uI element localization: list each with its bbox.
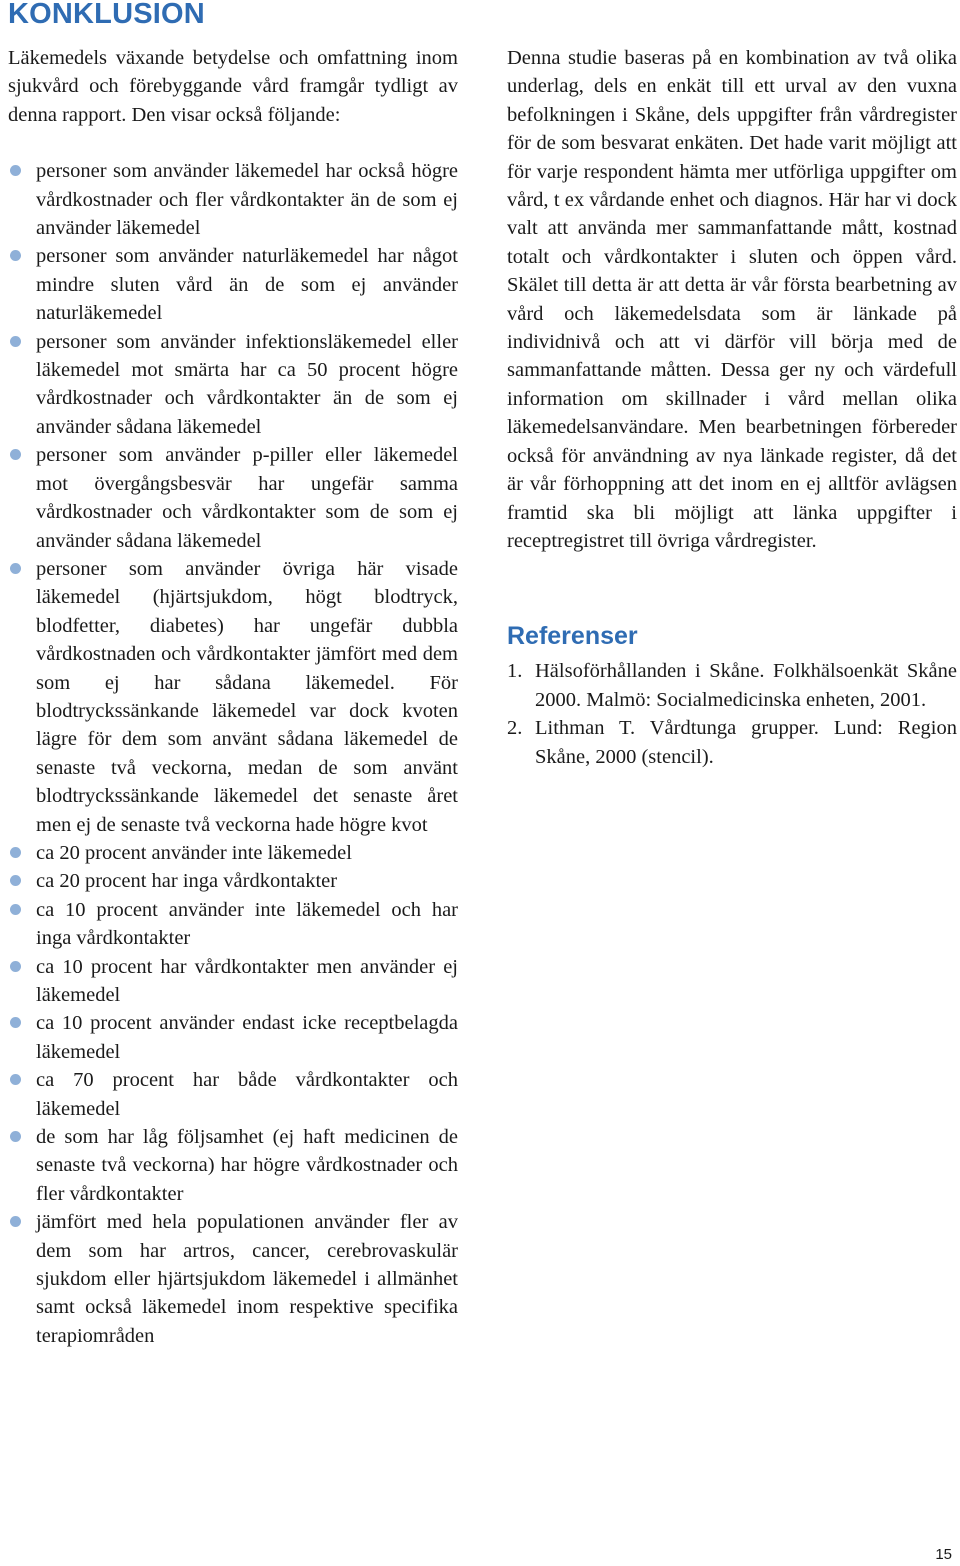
page-heading: KONKLUSION [8,0,205,30]
bullet-icon [10,449,21,460]
list-item [8,328,458,442]
list-item [8,867,458,895]
reference-text: Lithman T. Vårdtunga grupper. Lund: Region Skåne, 2000 (stencil). [535,717,957,768]
method-paragraph: Denna studie baseras på en kombination av två olika underlag, dels en enkät till ett urval av den vuxna befolkningen i Skåne, dels uppgifter från vårdregister för de som besvarat enkäten. Det hade varit möjligt att för varje respondent hämta mer utförliga uppgifter om vård, t ex vårdande enhet och diagnos. Här har vi dock valt att använda mer sammanfattande mått, kostnad totalt och vårdkontakter i sluten och öppen vård. Skälet till detta är att detta är vår första bearbetning av vård och läkemedelsdata som är länkade på individnivå och att vi därför vill börja med de sammanfattande måtten. Dessa ger ny och värdefull information om skillnader i vård mellan olika läkemedelsanvändare. Men bearbetningen förbereder också för användning av nya länkade register, då det är vår förhoppning att det inom en ej alltför avlägsen framtid ska bli möjligt att länka uppgifter i receptregistret till övriga vårdregister. [507,47,957,552]
intro-paragraph: Läkemedels växande betydelse och omfattning inom sjukvård och förebyggande vård framgår tydligt av denna rapport. Den visar också följande: [8,47,458,126]
conclusion-list [8,157,458,1350]
bullet-icon [10,165,21,176]
reference-number: 1. [507,660,523,683]
list-item-text: ca 10 procent har vårdkontakter men använder ej läkemedel [36,955,458,1006]
list-item-text: ca 20 procent har inga vårdkontakter [36,870,338,893]
bullet-icon [10,875,21,886]
list-item-text: personer som använder övriga här visade läkemedel (hjärtsjukdom, högt blodtryck, blodfetter, diabetes) har ungefär dubbla vårdkostnaden och vårdkontakter jämfört med dem som ej har sådana läkemedel. För blodtryckssänkande läkemedel var dock kvoten lägre för dem som använt sådana läkemedel de senaste två veckorna, medan de som använt blodtryckssänkande läkemedel det senaste året men ej de senaste två veckorna hade högre kvot [36,557,458,836]
reference-item [507,657,957,714]
list-item [8,1009,458,1066]
list-item [8,157,458,242]
list-item [8,242,458,327]
reference-number: 2. [507,717,523,740]
bullet-icon [10,1216,21,1227]
list-item-text: ca 20 procent använder inte läkemedel [36,841,352,864]
list-item [8,555,458,839]
bullet-icon [10,847,21,858]
bullet-icon [10,1131,21,1142]
reference-item [507,714,957,771]
list-item-text: ca 10 procent använder inte läkemedel och har inga vårdkontakter [36,898,458,950]
left-column [8,44,458,1350]
bullet-icon [10,336,21,347]
list-item-text: jämfört med hela populationen använder fler av dem som har artros, cancer, cerebrovaskulär sjukdom eller hjärtsjukdom läkemedel i allmänhet samt också läkemedel inom respektive specifika terapiområden [36,1211,458,1347]
list-item-text: ca 70 procent har både vårdkontakter och läkemedel [36,1069,458,1120]
list-item [8,1123,458,1208]
references-heading: Referenser [507,622,638,651]
list-item [8,1208,458,1350]
list-item-text: ca 10 procent använder endast icke receptbelagda läkemedel [36,1012,458,1063]
list-item-text: personer som använder infektionsläkemedel eller läkemedel mot smärta har ca 50 procent högre vårdkostnader och vårdkontakter än de som ej använder sådana läkemedel [36,330,458,438]
bullet-icon [10,1017,21,1028]
list-item-text: personer som använder läkemedel har också högre vårdkostnader och fler vårdkontakter än de som ej använder läkemedel [36,160,458,240]
references-list [507,657,957,771]
page-number: 15 [935,1546,952,1563]
bullet-icon [10,250,21,261]
bullet-icon [10,904,21,915]
list-item-text: personer som använder naturläkemedel har något mindre sluten vård än de som ej använder naturläkemedel [36,245,458,325]
list-item [8,896,458,953]
list-item-text: personer som använder p-piller eller läkemedel mot övergångsbesvär har ungefär samma vårdkostnader och vårdkontakter som de som ej använder sådana läkemedel [36,444,458,552]
list-item [8,1066,458,1123]
bullet-icon [10,1074,21,1085]
bullet-icon [10,563,21,574]
right-column [507,44,957,771]
list-item-text: de som har låg följsamhet (ej haft medicinen de senaste två veckorna) har högre vårdkostnader och fler vårdkontakter [36,1126,458,1205]
reference-text: Hälsoförhållanden i Skåne. Folkhälsoenkät Skåne 2000. Malmö: Socialmedicinska enheten, 2001. [535,660,957,711]
bullet-icon [10,961,21,972]
list-item [8,953,458,1010]
list-item [8,839,458,867]
list-item [8,441,458,555]
